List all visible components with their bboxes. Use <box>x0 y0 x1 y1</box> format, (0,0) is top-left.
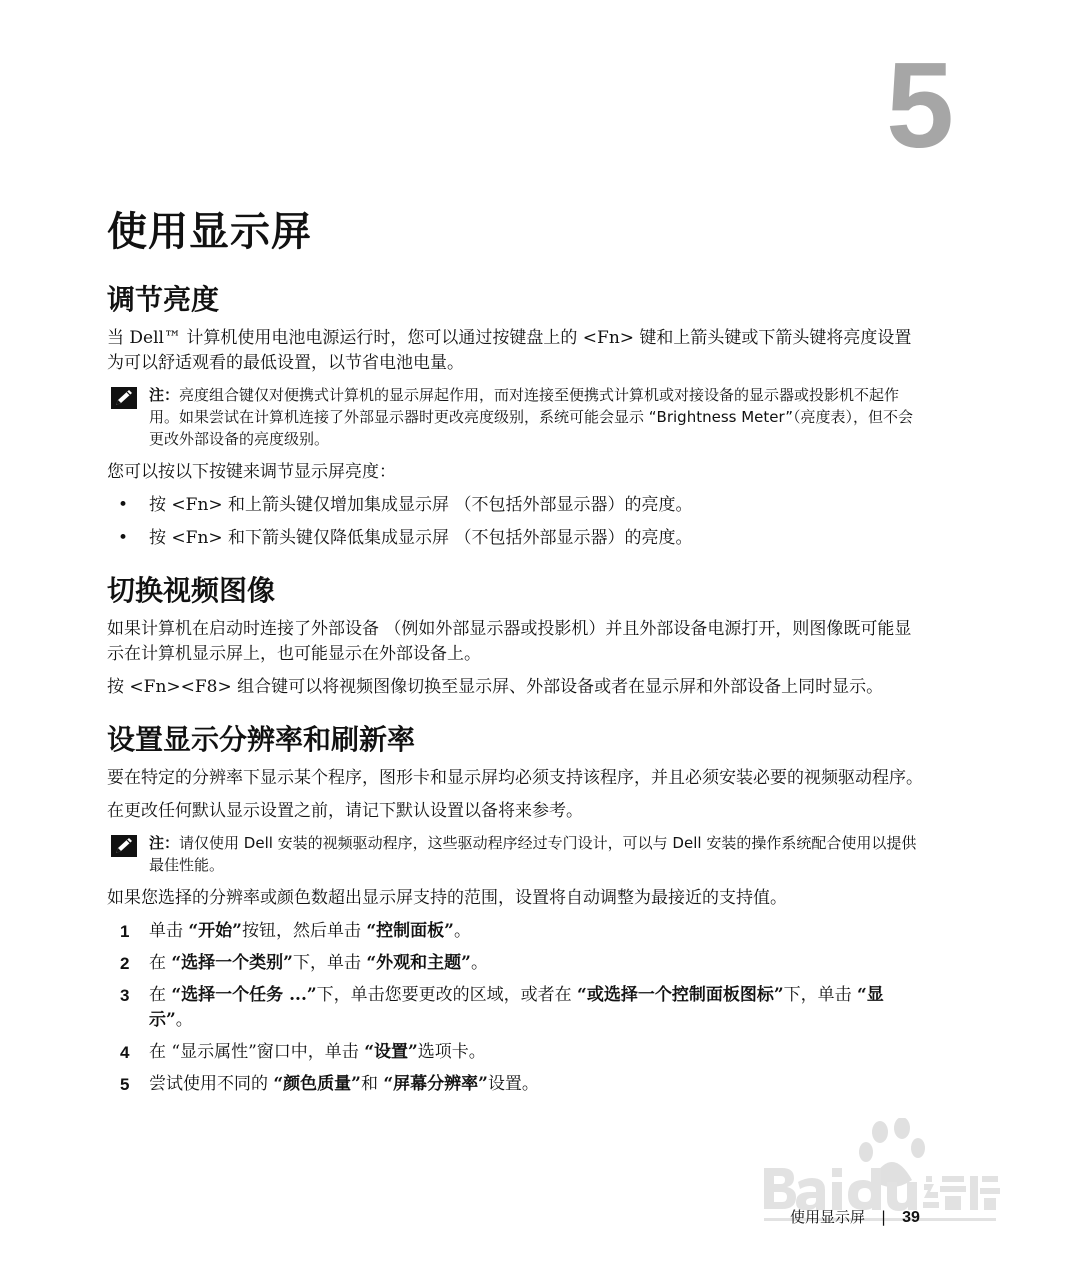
step-item <box>107 951 927 976</box>
list-item <box>107 526 927 551</box>
note-box <box>107 832 927 876</box>
note-label: 注： <box>149 386 180 404</box>
step-text: 尝试使用不同的 <box>149 1074 274 1094</box>
step-text: 单击 <box>149 921 189 941</box>
note-body: 请仅使用 Dell 安装的视频驱动程序，这些驱动程序经过专门设计，可以与 Dell 安装的操作系统配合使用以提供最佳性能。 <box>149 834 917 874</box>
step-number: 5 <box>120 1075 130 1094</box>
bullet-marker: • <box>118 528 129 548</box>
step-number: 4 <box>120 1043 130 1062</box>
baidu-paw-icon <box>859 1118 925 1187</box>
list-item-text: 按 <Fn> 和下箭头键仅降低集成显示屏 （不包括外部显示器）的亮度。 <box>149 528 693 548</box>
section-video <box>107 573 927 700</box>
section-brightness <box>107 282 927 551</box>
chapter-number: 5 <box>886 37 954 173</box>
step-text: 设置。 <box>487 1074 539 1094</box>
paragraph: 如果计算机在启动时连接了外部设备 （例如外部显示器或投影机）并且外部设备电源打开，则图像既可能显示在计算机显示屏上，也可能显示在外部设备上。 <box>107 619 912 664</box>
step-text: 选项卡。 <box>417 1042 486 1062</box>
note-text <box>149 384 927 450</box>
section-heading: 设置显示分辨率和刷新率 <box>107 723 416 756</box>
list-item <box>107 493 927 518</box>
step-text: 按钮，然后单击 <box>241 921 367 941</box>
step-item <box>107 1040 927 1065</box>
note-box <box>107 384 927 450</box>
step-ui-term: “外观和主题” <box>366 953 471 973</box>
paragraph: 当 Dell™ 计算机使用电池电源运行时，您可以通过按键盘上的 <Fn> 键和上箭头键或下箭头键将亮度设置为可以舒适观看的最低设置，以节省电池电量。 <box>107 328 912 373</box>
paragraph: 要在特定的分辨率下显示某个程序，图形卡和显示屏均必须支持该程序，并且必须安装必要的视频驱动程序。 <box>107 768 923 788</box>
list-item-text: 按 <Fn> 和上箭头键仅增加集成显示屏 （不包括外部显示器）的亮度。 <box>149 495 693 515</box>
step-text: 在 <box>149 953 172 973</box>
step-ui-term: “显示” <box>149 985 884 1030</box>
step-number: 3 <box>120 986 130 1005</box>
note-label: 注： <box>149 834 180 852</box>
step-ui-term: “屏幕分辨率” <box>383 1074 488 1094</box>
step-text: 下，单击 <box>292 953 367 973</box>
step-item <box>107 1072 927 1097</box>
step-ui-term: “选择一个任务 ...” <box>171 985 317 1005</box>
paragraph: 如果您选择的分辨率或颜色数超出显示屏支持的范围，设置将自动调整为最接近的支持值。 <box>107 888 787 908</box>
steps-list <box>107 919 927 1097</box>
document-body <box>107 282 927 1119</box>
section-heading: 调节亮度 <box>107 283 220 316</box>
page-footer <box>790 1206 920 1229</box>
step-item <box>107 983 927 1033</box>
page-number: 39 <box>902 1209 920 1226</box>
section-resolution <box>107 722 927 1097</box>
bullet-list <box>107 493 927 551</box>
paragraph: 您可以按以下按键来调节显示屏亮度： <box>107 462 396 482</box>
paragraph: 在更改任何默认显示设置之前，请记下默认设置以备将来参考。 <box>107 801 583 821</box>
step-ui-term: “控制面板” <box>366 921 454 941</box>
step-number: 2 <box>120 954 130 973</box>
step-text: 在 “显示属性”窗口中，单击 <box>149 1042 365 1062</box>
footer-separator: | <box>881 1208 887 1226</box>
step-ui-term: “或选择一个控制面板图标” <box>577 985 784 1005</box>
bullet-marker: • <box>118 495 129 515</box>
section-heading: 切换视频图像 <box>107 574 276 607</box>
note-pencil-icon <box>110 834 138 858</box>
note-text <box>149 832 927 876</box>
step-text: 。 <box>175 1010 193 1030</box>
step-text: 下，单击 <box>783 985 858 1005</box>
step-ui-term: “颜色质量” <box>273 1074 361 1094</box>
paragraph: 按 <Fn><F8> 组合键可以将视频图像切换至显示屏、外部设备或者在显示屏和外部设备上同时显示。 <box>107 677 884 697</box>
step-number: 1 <box>120 922 130 941</box>
step-ui-term: “设置” <box>364 1042 418 1062</box>
step-ui-term: “开始” <box>188 921 242 941</box>
note-body: 亮度组合键仅对便携式计算机的显示屏起作用，而对连接至便携式计算机或对接设备的显示器或投影机不起作用。如果尝试在计算机连接了外部显示器时更改亮度级别，系统可能会显示 “Brightness Meter”（亮度表），但不会更改外部设备的亮度级别。 <box>149 386 914 448</box>
step-text: 在 <box>149 985 172 1005</box>
step-text: 。 <box>453 921 471 941</box>
note-pencil-icon <box>110 386 138 410</box>
step-ui-term: “选择一个类别” <box>171 953 293 973</box>
page-title: 使用显示屏 <box>107 209 312 255</box>
footer-section-title: 使用显示屏 <box>790 1208 866 1226</box>
step-item <box>107 919 927 944</box>
step-text: 和 <box>360 1074 384 1094</box>
step-text: 下，单击您要更改的区域，或者在 <box>316 985 578 1005</box>
step-text: 。 <box>470 953 488 973</box>
